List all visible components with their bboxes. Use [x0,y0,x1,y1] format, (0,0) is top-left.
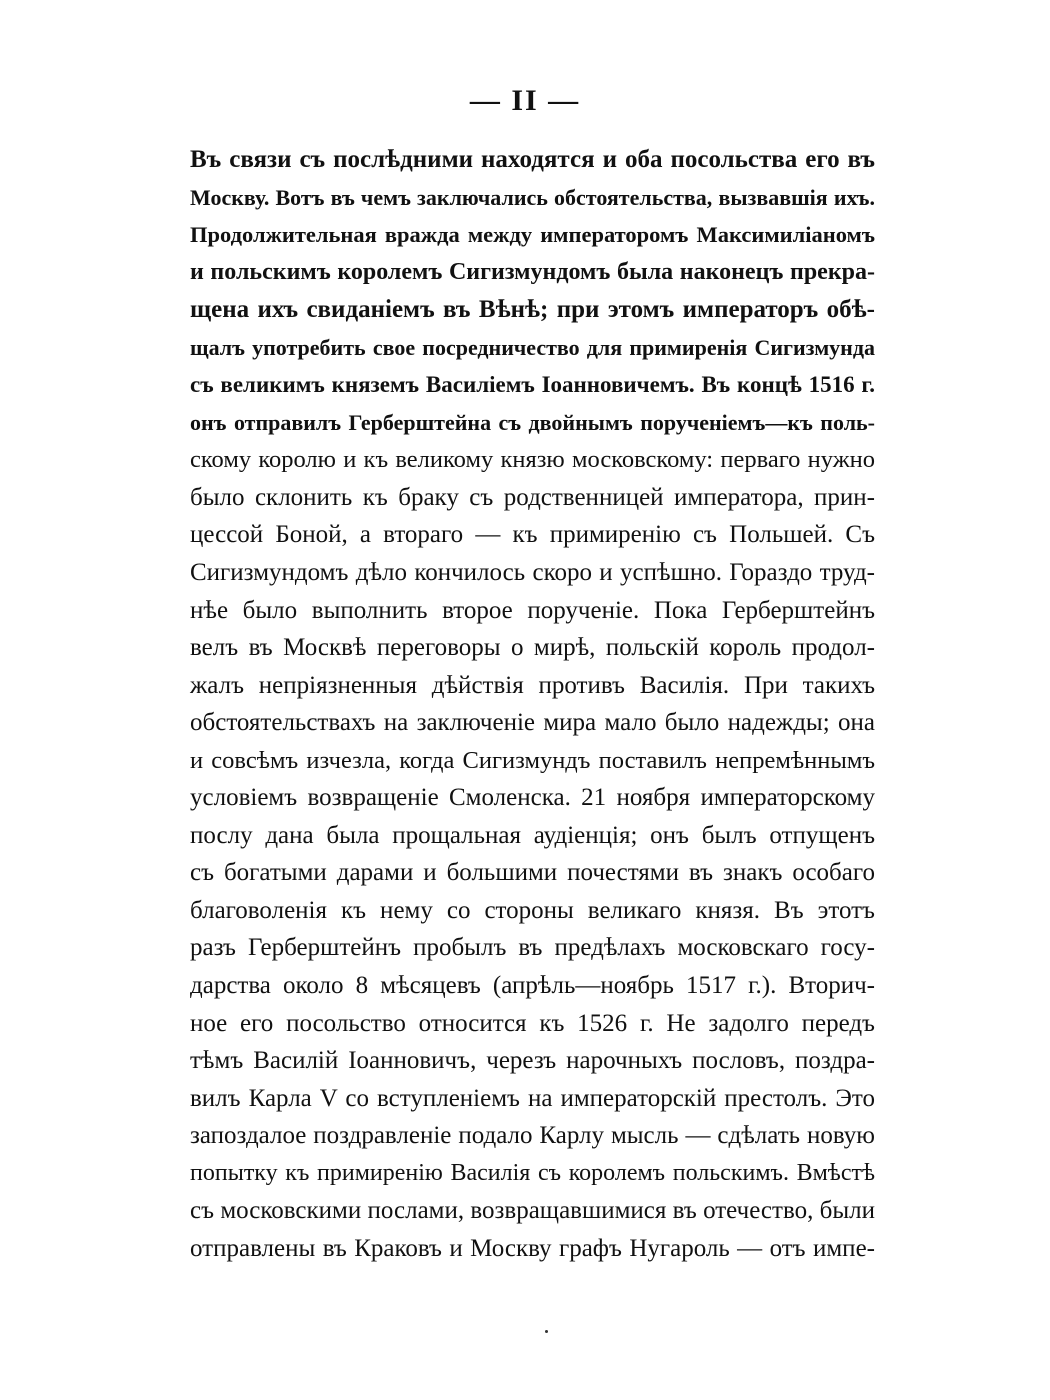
text-line: тѣмъ Василій Іоанновичъ, черезъ нарочныхъ пословъ, поздра- [190,1047,875,1075]
text-line: Продолжительная вражда между императоромъ Максимиліаномъ [190,222,875,248]
text-line: щалъ употребить свое посредничество для примиренія Сигизмунда [190,334,875,360]
text-line: онъ отправилъ Герберштейна съ двойнымъ порученіемъ—къ поль- [190,409,875,435]
text-line: благоволенія къ нему со стороны великаго князя. Въ этотъ [190,896,875,924]
print-speck [545,1330,548,1333]
text-line: дарства около 8 мѣсяцевъ (апрѣль—ноябрь 1517 г.). Вторич- [190,972,875,1000]
text-line: съ великимъ княземъ Василіемъ Іоанновичемъ. Въ концѣ 1516 г. [190,372,875,398]
text-line: условіемъ возвращеніе Смоленска. 21 ноября императорскому [190,784,875,812]
text-line: Москву. Вотъ въ чемъ заключались обстоятельства, вызвавшія ихъ. [190,184,875,210]
text-line: обстоятельствахъ на заключеніе мира мало было надежды; она [190,709,875,737]
page-number: — II — [469,84,581,117]
text-line: вилъ Карла V со вступленіемъ на императорскій престолъ. Это [190,1084,875,1112]
text-line: цессой Боной, а втораго — къ примиренію съ Польшей. Съ [190,521,875,549]
text-line: нѣе было выполнить второе порученіе. Пока Герберштейнъ [190,596,875,624]
text-line: было склонить къ браку съ родственницей императора, прин- [190,483,875,511]
text-line: отправлены въ Краковъ и Москву графъ Нугароль — отъ импе- [190,1234,875,1262]
text-line: и совсѣмъ изчезла, когда Сигизмундъ поставилъ непремѣннымъ [190,746,875,774]
text-line: Въ связи съ послѣдними находятся и оба посольства его въ [190,146,875,173]
text-line: велъ въ Москвѣ переговоры о мирѣ, польскій король продол- [190,634,875,662]
body-text [190,141,875,1267]
text-line: послу дана была прощальная аудіенція; онъ былъ отпущенъ [190,821,875,849]
text-line: и польскимъ королемъ Сигизмундомъ была наконецъ прекра- [190,258,875,285]
text-line: скому королю и къ великому князю московскому: перваго нужно [190,446,875,474]
text-line: жалъ непріязненныя дѣйствія противъ Василія. При такихъ [190,671,875,699]
text-line: Сигизмундомъ дѣло кончилось скоро и успѣшно. Гораздо труд- [190,559,875,587]
text-line: съ московскими послами, возвращавшимися въ отечество, были [190,1197,875,1225]
text-line: ное его посольство относится къ 1526 г. Не задолго передъ [190,1009,875,1037]
text-line: попытку къ примиренію Василія съ королемъ польскимъ. Вмѣстѣ [190,1159,875,1186]
text-line: щена ихъ свиданіемъ въ Вѣнѣ; при этомъ императоръ обѣ- [190,296,875,324]
text-line: запоздалое поздравленіе подало Карлу мысль — сдѣлать новую [190,1122,875,1150]
text-line: разъ Герберштейнъ пробылъ въ предѣлахъ московскаго госу- [190,934,875,962]
text-line: съ богатыми дарами и большими почестями въ знакъ особаго [190,859,875,887]
